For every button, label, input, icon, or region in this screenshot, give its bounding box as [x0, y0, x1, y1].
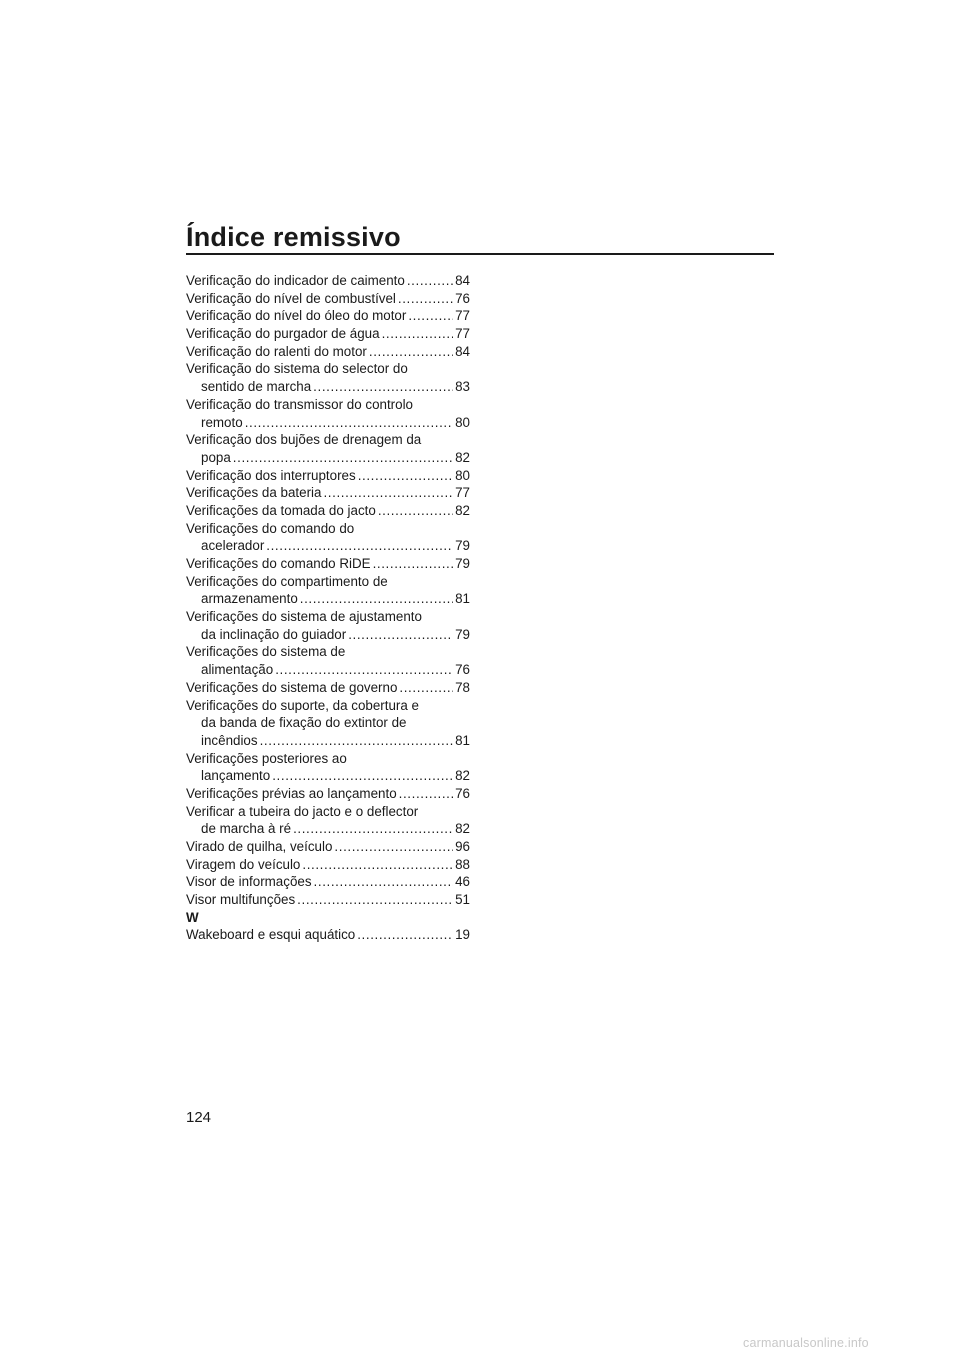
entry-page-ref: 77: [455, 308, 470, 324]
entry-leader-line: [186, 661, 470, 679]
entry-page-ref: 46: [455, 874, 470, 890]
index-entry: [186, 873, 470, 891]
dot-leader: [357, 926, 453, 944]
entry-leader-line: [186, 626, 470, 644]
index-section-letter: W: [186, 909, 199, 925]
index-entry: [186, 856, 470, 874]
entry-page-ref: 76: [455, 785, 470, 801]
page-number: 124: [186, 1109, 212, 1126]
entry-term-line: Viragem do veículo: [186, 856, 301, 872]
index-entry: [186, 891, 470, 909]
watermark: carmanualsonline.info: [743, 1336, 869, 1350]
entry-leader-line: [186, 785, 470, 803]
index-entry: [186, 555, 470, 573]
entry-leader-line: [186, 679, 470, 697]
entry-term-line: Verificação do transmissor do controlo: [186, 396, 414, 412]
entry-leader-line: [186, 926, 470, 944]
entry-term-line: Verificação do ralenti do motor: [186, 343, 367, 359]
entry-leader-line: [186, 873, 470, 891]
entry-term-line: Verificação dos interruptores: [186, 467, 356, 483]
dot-leader: [297, 891, 453, 909]
index-entry: [186, 838, 470, 856]
dot-leader: [348, 626, 453, 644]
entry-page-ref: 88: [455, 856, 470, 872]
entry-term-line: Verificação do indicador de caimento: [186, 273, 405, 288]
entry-leader-line: [186, 449, 470, 467]
dot-leader: [373, 555, 454, 573]
dot-leader: [272, 767, 453, 785]
entry-term-line: Verificação do nível de combustível: [186, 290, 396, 306]
entry-page-ref: 82: [455, 821, 470, 837]
entry-term-line: popa: [201, 449, 231, 465]
entry-term-line: sentido de marcha: [201, 379, 312, 395]
entry-leader-line: [186, 856, 470, 874]
index-entry: [186, 679, 470, 697]
entry-term-line: armazenamento: [201, 591, 298, 607]
entry-page-ref: 79: [455, 538, 470, 554]
entry-leader-line: [186, 891, 470, 909]
index-list: [186, 272, 470, 944]
index-entry: [186, 484, 470, 502]
index-entry: [186, 467, 470, 485]
entry-leader-line: [186, 484, 470, 502]
entry-leader-line: [186, 378, 470, 396]
entry-page-ref: 81: [455, 591, 470, 607]
title-divider: [186, 253, 774, 255]
dot-leader: [407, 272, 453, 290]
dot-leader: [233, 449, 453, 467]
entry-leader-line: [186, 467, 470, 485]
dot-leader: [245, 414, 453, 432]
entry-term-line: Verificações do comando RiDE: [186, 556, 371, 571]
index-entry: [186, 272, 470, 290]
dot-leader: [302, 856, 453, 874]
entry-page-ref: 80: [455, 467, 470, 483]
dot-leader: [408, 307, 453, 325]
entry-page-ref: 84: [455, 273, 470, 288]
index-entry: [186, 325, 470, 343]
entry-term-line: Verificação do purgador de água: [186, 326, 380, 342]
dot-leader: [378, 502, 453, 520]
entry-page-ref: 79: [455, 556, 470, 571]
entry-leader-line: [186, 290, 470, 308]
entry-page-ref: 76: [455, 662, 470, 678]
entry-term-line: Verificações posteriores ao: [186, 750, 347, 766]
entry-term-line: Visor de informações: [186, 874, 312, 890]
index-entry: [186, 697, 470, 750]
entry-term-line: Verificação dos bujões de drenagem da: [186, 432, 422, 448]
entry-page-ref: 96: [455, 839, 470, 854]
entry-page-ref: 77: [455, 485, 470, 501]
index-entry: [186, 396, 470, 431]
entry-leader-line: [186, 820, 470, 838]
entry-page-ref: 51: [455, 892, 470, 908]
entry-leader-line: [186, 325, 470, 343]
entry-page-ref: 82: [455, 502, 470, 518]
entry-term-line: Verificar a tubeira do jacto e o deflector: [186, 803, 419, 819]
entry-leader-line: [186, 555, 470, 573]
index-entry: [186, 926, 470, 944]
index-entry: [186, 608, 470, 643]
dot-leader: [313, 378, 453, 396]
dot-leader: [398, 290, 453, 308]
index-entry: [186, 431, 470, 466]
dot-leader: [382, 325, 454, 343]
entry-term-line: Verificações do sistema de: [186, 644, 346, 660]
dot-leader: [323, 484, 453, 502]
dot-leader: [300, 590, 453, 608]
dot-leader: [369, 343, 453, 361]
entry-page-ref: 82: [455, 768, 470, 784]
index-entry: [186, 785, 470, 803]
entry-page-ref: 19: [455, 927, 470, 943]
dot-leader: [293, 820, 453, 838]
entry-leader-line: [186, 767, 470, 785]
dot-leader: [358, 467, 453, 485]
entry-page-ref: 78: [455, 679, 470, 695]
dot-leader: [275, 661, 453, 679]
entry-leader-line: [186, 502, 470, 520]
dot-leader: [334, 838, 453, 856]
entry-term-line: de marcha à ré: [201, 821, 292, 837]
dot-leader: [399, 679, 453, 697]
index-entry: [186, 502, 470, 520]
dot-leader: [314, 873, 454, 891]
entry-term-line: Verificação do nível do óleo do motor: [186, 308, 407, 324]
dot-leader: [399, 785, 453, 803]
entry-term-line: incêndios: [201, 732, 258, 748]
index-entry: [186, 343, 470, 361]
entry-page-ref: 82: [455, 449, 470, 465]
entry-term-line: Visor multifunções: [186, 892, 296, 908]
entry-page-ref: 84: [455, 343, 470, 359]
index-entry: [186, 643, 470, 678]
entry-page-ref: 83: [455, 379, 470, 395]
entry-term-line: Verificação do sistema do selector do: [186, 361, 408, 377]
entry-leader-line: [186, 307, 470, 325]
entry-term-line: Verificações prévias ao lançamento: [186, 785, 397, 801]
entry-leader-line: [186, 272, 470, 290]
entry-term-line: acelerador: [201, 538, 265, 554]
index-entry: [186, 573, 470, 608]
entry-term-line: Verificações do sistema de governo: [186, 679, 398, 695]
entry-leader-line: [186, 537, 470, 555]
dot-leader: [266, 537, 453, 555]
entry-term-line: da banda de fixação do extintor de: [201, 715, 407, 731]
entry-page-ref: 80: [455, 414, 470, 430]
page-title: Índice remissivo: [186, 222, 401, 252]
entry-term-line: Wakeboard e esqui aquático: [186, 927, 356, 943]
index-entry: [186, 290, 470, 308]
entry-term-line: Verificações do comando do: [186, 520, 355, 536]
entry-term-line: Verificações do compartimento de: [186, 573, 388, 589]
entry-page-ref: 79: [455, 626, 470, 642]
entry-term-line: Verificações da bateria: [186, 485, 322, 501]
index-entry: [186, 803, 470, 838]
index-entry: [186, 360, 470, 395]
entry-page-ref: 76: [455, 290, 470, 306]
entry-term-line: da inclinação do guiador: [201, 626, 347, 642]
entry-leader-line: [186, 590, 470, 608]
entry-term-line: Verificações do sistema de ajustamento: [186, 609, 422, 625]
entry-page-ref: 77: [455, 326, 470, 342]
dot-leader: [260, 732, 454, 750]
entry-leader-line: [186, 343, 470, 361]
entry-leader-line: [186, 732, 470, 750]
index-entry: [186, 520, 470, 555]
index-entry: [186, 307, 470, 325]
entry-term-line: Verificações do suporte, da cobertura e: [186, 697, 419, 713]
entry-term-line: remoto: [201, 414, 243, 430]
index-entry: [186, 750, 470, 785]
entry-page-ref: 81: [455, 732, 470, 748]
entry-leader-line: [186, 414, 470, 432]
entry-term-line: Virado de quilha, veículo: [186, 839, 333, 854]
entry-term-line: alimentação: [201, 662, 274, 678]
entry-term-line: Verificações da tomada do jacto: [186, 502, 376, 518]
entry-term-line: lançamento: [201, 768, 271, 784]
entry-leader-line: [186, 838, 470, 856]
